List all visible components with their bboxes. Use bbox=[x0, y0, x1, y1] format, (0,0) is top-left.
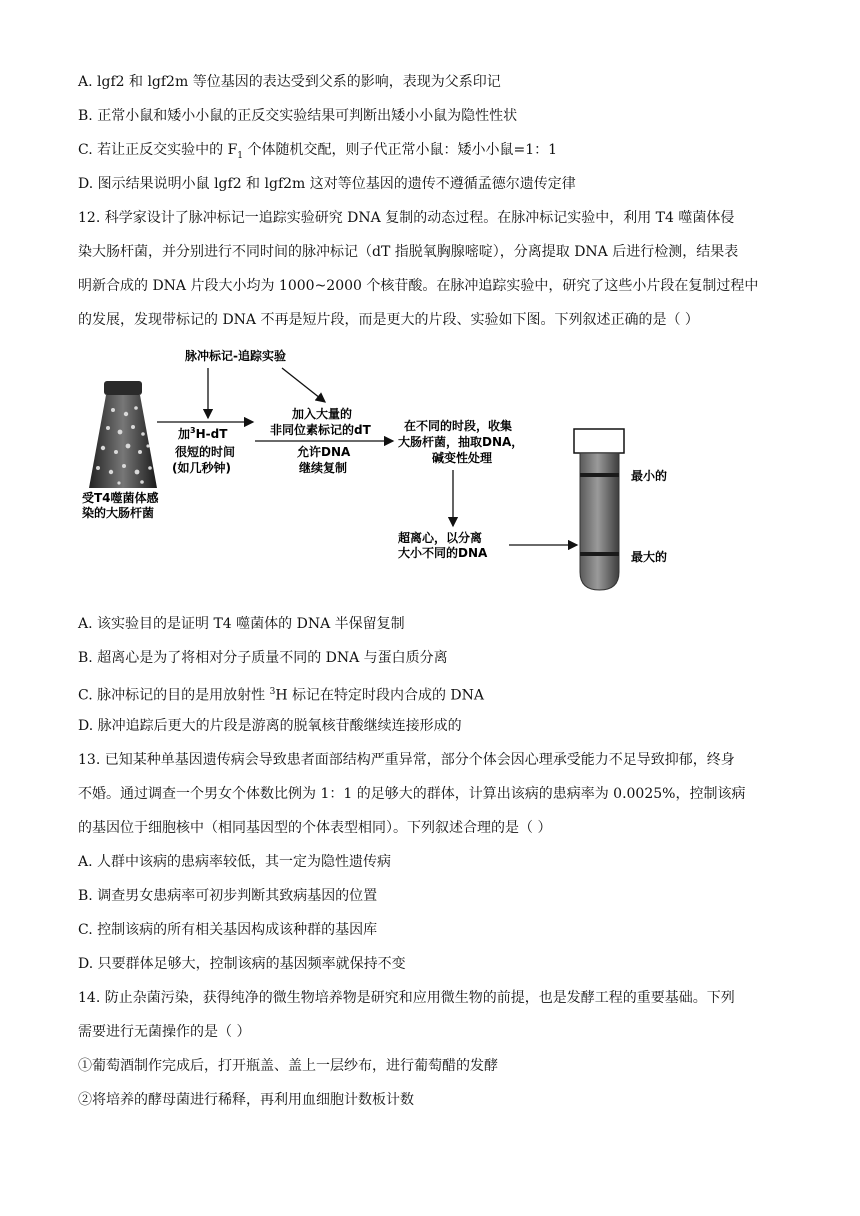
arrow-2-bottom-2: 继续复制 bbox=[299, 461, 348, 475]
diagram-title: 脉冲标记-追踪实验 bbox=[185, 349, 286, 363]
q13-stem-line-2: 不婚。通过调查一个男女个体数比例为 1：1 的足够大的群体，计算出该病的患病率为 0.0025%，控制该病 bbox=[78, 786, 746, 802]
arrow-2-top-2: 非同位素标记的dT bbox=[270, 423, 371, 437]
q11-option-c: C. 若让正反交实验中的 $F_1$ 个体随机交配，则子代正常小鼠：矮小小鼠=1：1 bbox=[78, 142, 558, 161]
step-4-line-2: 大小不同的DNA bbox=[398, 546, 488, 560]
q14-stem-line-2: 需要进行无菌操作的是（ ） bbox=[78, 1024, 251, 1040]
q13-option-d: D. 只要群体足够大，控制该病的基因频率就保持不变 bbox=[78, 956, 406, 972]
tube-label-largest: 最大的 bbox=[631, 550, 668, 564]
q13-stem-line-1: 13. 已知某种单基因遗传病会导致患者面部结构严重异常，部分个体会因心理承受能力不足导致抑郁，终身 bbox=[78, 752, 735, 768]
q13-option-c: C. 控制该病的所有相关基因构成该种群的基因库 bbox=[78, 922, 378, 938]
title-arrow-diagonal bbox=[282, 368, 325, 402]
tube-label-smallest: 最小的 bbox=[631, 469, 668, 483]
flask-icon bbox=[89, 381, 157, 488]
q12-option-d: D. 脉冲追踪后更大的片段是游离的脱氧核苷酸继续连接形成的 bbox=[78, 718, 462, 734]
q12-stem-line-3: 明新合成的 DNA 片段大小均为 1000~2000 个核苷酸。在脉冲追踪实验中，研究了这些小片段在复制过程中 bbox=[78, 278, 759, 294]
q12-option-c: C. 脉冲标记的目的是用放射性 $^3$H 标记在特定时段内合成的 DNA bbox=[78, 687, 485, 704]
q14-stem-line-1: 14. 防止杂菌污染，获得纯净的微生物培养物是研究和应用微生物的前提，也是发酵工程的重要基础。下列 bbox=[78, 990, 735, 1006]
flask-label-1: 受T4噬菌体感 bbox=[82, 491, 159, 505]
q12-option-a: A. 该实验目的是证明 T4 噬菌体的 DNA 半保留复制 bbox=[78, 616, 405, 632]
q13-option-b: B. 调查男女患病率可初步判断其致病基因的位置 bbox=[78, 888, 378, 904]
q13-option-a: A. 人群中该病的患病率较低，其一定为隐性遗传病 bbox=[78, 854, 392, 870]
arrow-2-bottom-1: 允许DNA bbox=[297, 445, 351, 459]
step-3-line-2: 大肠杆菌，抽取DNA， bbox=[398, 435, 524, 449]
q12-stem-line-1: 12. 科学家设计了脉冲标记一追踪实验研究 DNA 复制的动态过程。在脉冲标记实验中，利用 T4 噬菌体侵 bbox=[78, 210, 735, 226]
q14-item-1: ①葡萄酒制作完成后，打开瓶盖、盖上一层纱布，进行葡萄醋的发酵 bbox=[78, 1058, 498, 1074]
arrow-1-top: 加$^3$H-dT bbox=[178, 426, 228, 441]
step-4-line-1: 超离心，以分离 bbox=[398, 531, 483, 545]
arrow-1-bottom-1: 很短的时间 bbox=[175, 445, 236, 459]
flask-label-2: 染的大肠杆菌 bbox=[82, 506, 155, 520]
q12-stem-line-4: 的发展，发现带标记的 DNA 不再是短片段，而是更大的片段、实验如下图。下列叙述正确的是（ ） bbox=[78, 312, 699, 328]
q12-option-b: B. 超离心是为了将相对分子质量不同的 DNA 与蛋白质分离 bbox=[78, 650, 448, 666]
step-3-line-1: 在不同的时段，收集 bbox=[404, 419, 513, 433]
arrow-2-top-1: 加入大量的 bbox=[292, 407, 353, 421]
centrifuge-tube-icon bbox=[574, 429, 624, 590]
q11-option-b: B. 正常小鼠和矮小小鼠的正反交实验结果可判断出矮小小鼠为隐性性状 bbox=[78, 108, 518, 124]
q11-option-a: A. lgf2 和 lgf2m 等位基因的表达受到父系的影响，表现为父系印记 bbox=[78, 74, 501, 90]
q11-option-d: D. 图示结果说明小鼠 lgf2 和 lgf2m 这对等位基因的遗传不遵循孟德尔遗传定律 bbox=[78, 176, 576, 192]
q14-item-2: ②将培养的酵母菌进行稀释，再利用血细胞计数板计数 bbox=[78, 1092, 414, 1108]
q13-stem-line-3: 的基因位于细胞核中（相同基因型的个体表型相同）。下列叙述合理的是（ ） bbox=[78, 820, 552, 836]
step-3-line-3: 碱变性处理 bbox=[432, 451, 493, 465]
arrow-1-bottom-2: (如几秒钟) bbox=[172, 461, 231, 475]
q12-stem-line-2: 染大肠杆菌，并分别进行不同时间的脉冲标记（dT 指脱氧胸腺嘧啶），分离提取 DNA 后进行检测，结果表 bbox=[78, 244, 739, 260]
